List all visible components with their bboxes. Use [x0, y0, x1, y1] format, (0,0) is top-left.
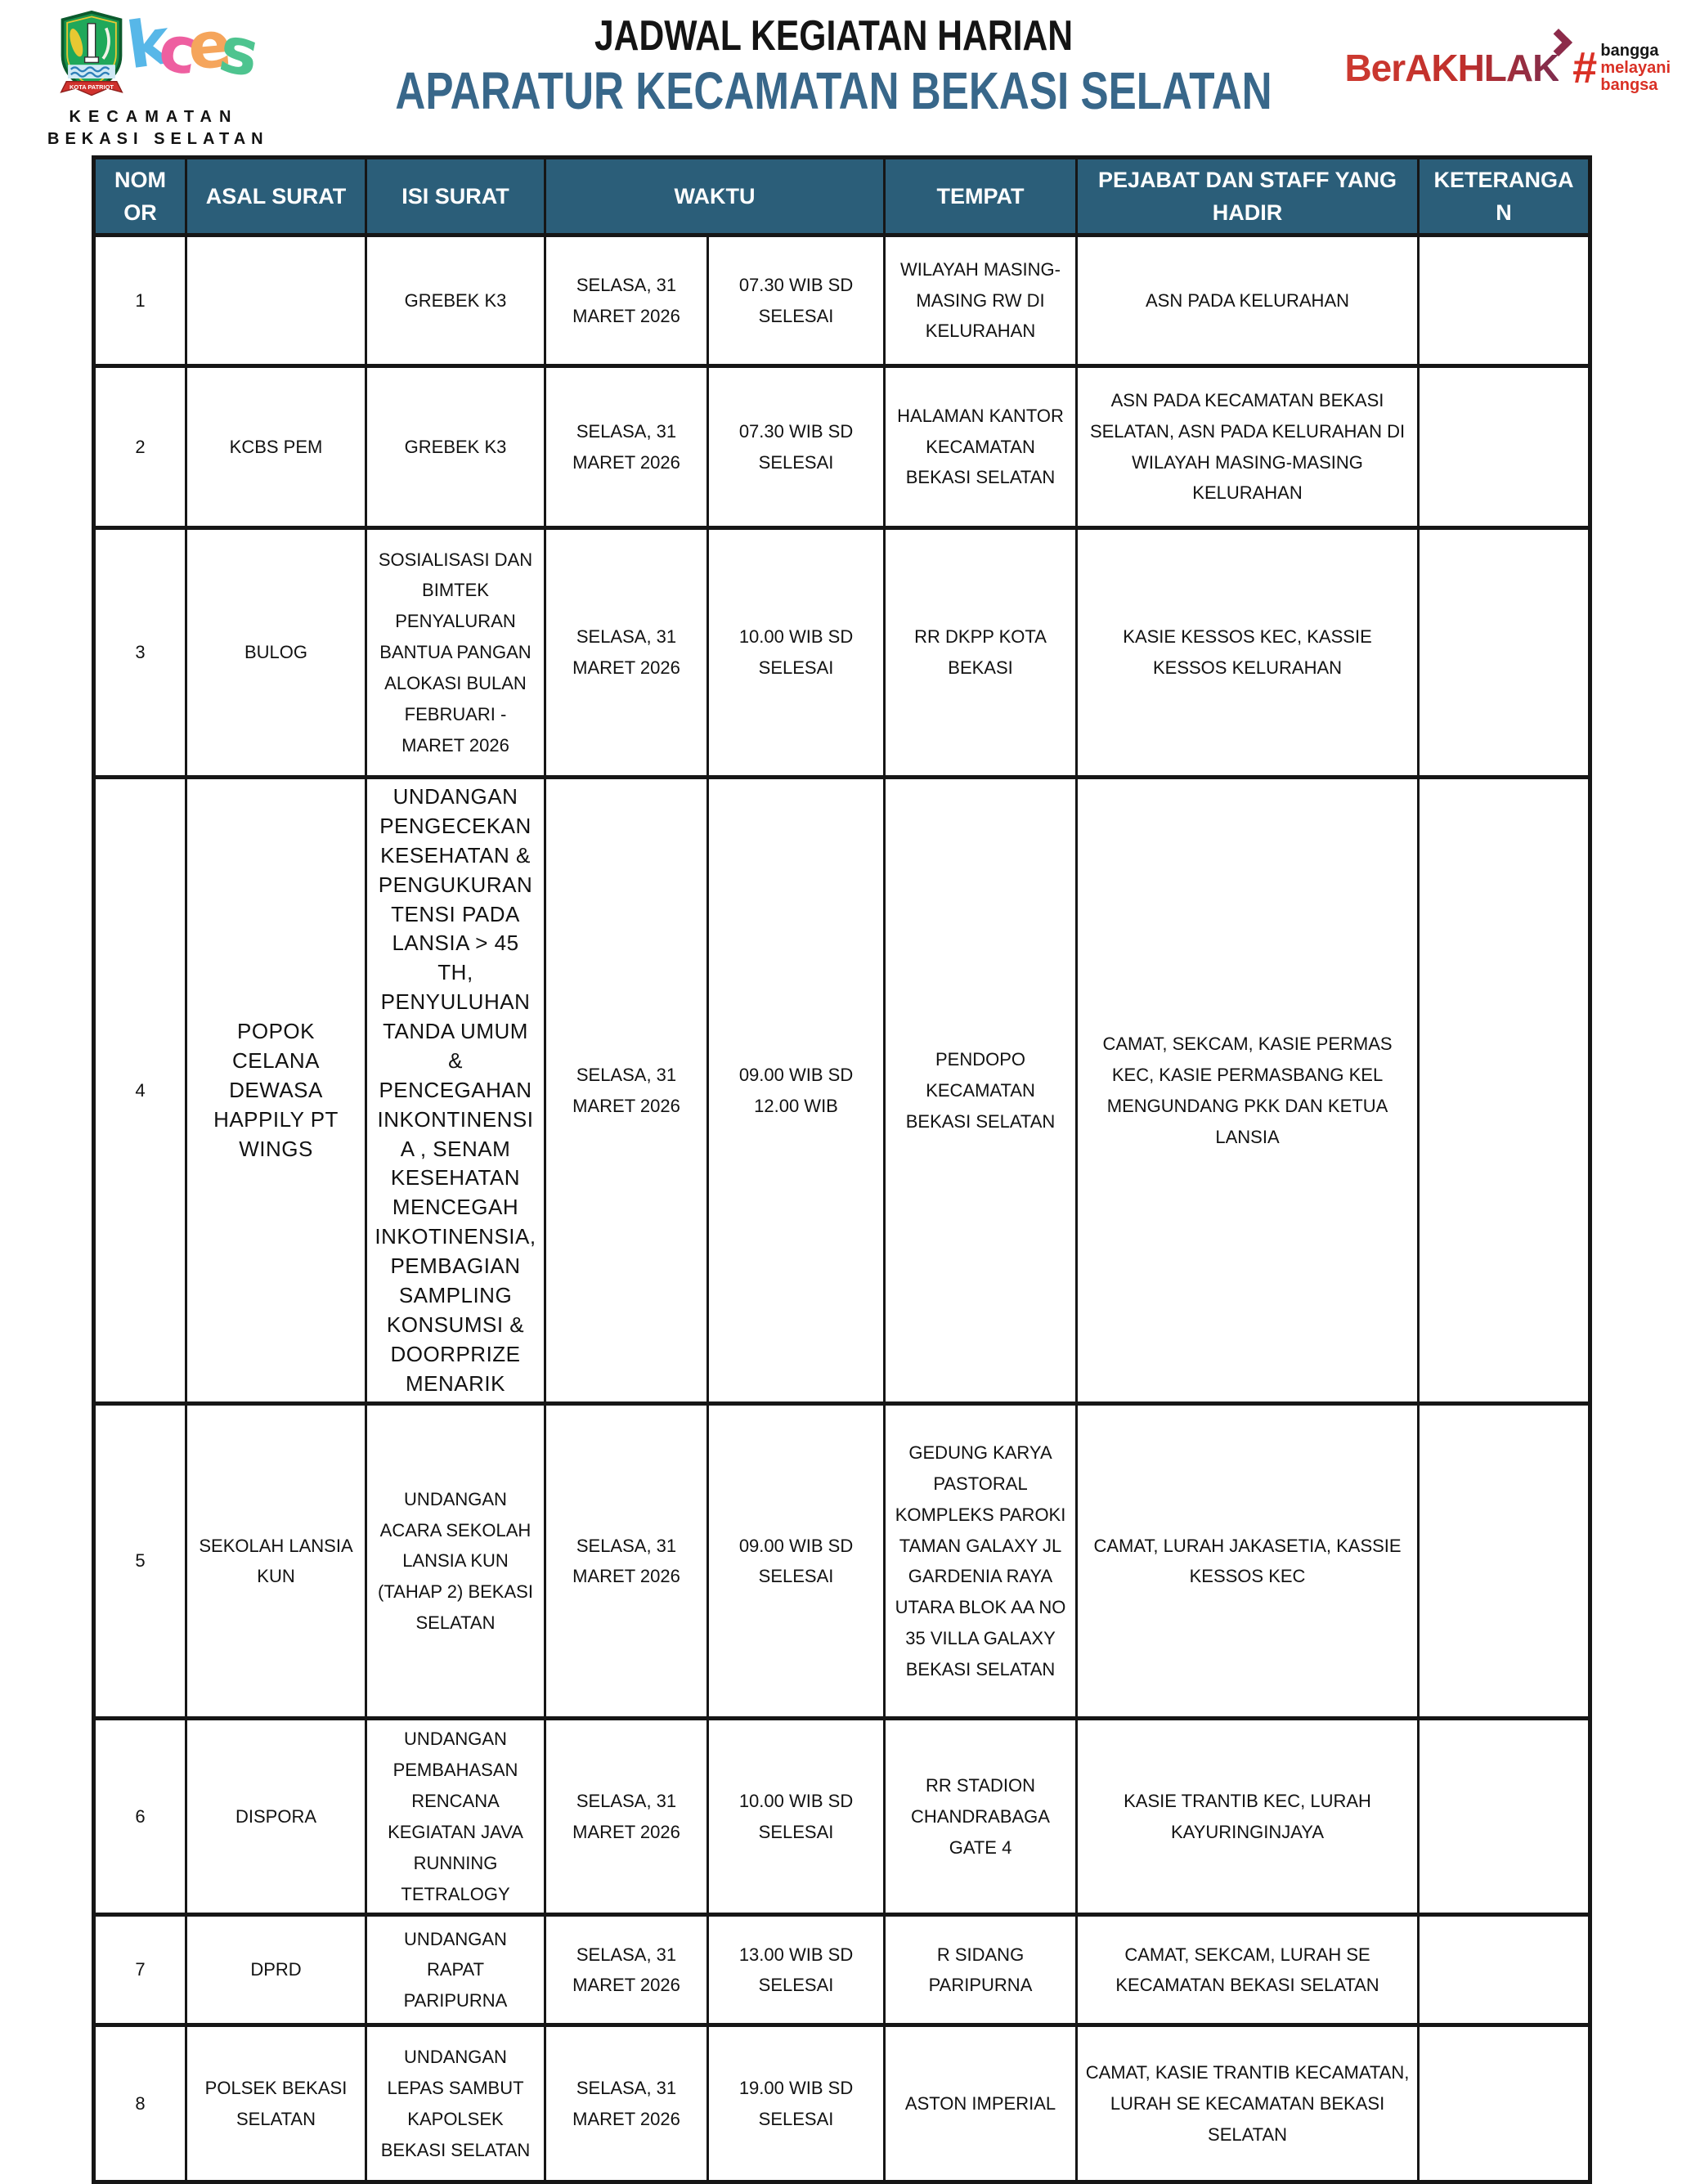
table-row — [94, 235, 1590, 366]
cell-waktu-jam: 09.00 WIB SD SELESAI — [708, 1404, 885, 1719]
page-header — [0, 0, 1700, 155]
cell-pejabat: KASIE KESSOS KEC, KASSIE KESSOS KELURAHAN — [1077, 528, 1419, 778]
cell-pejabat: CAMAT, SEKCAM, LURAH SE KECAMATAN BEKASI SELATAN — [1077, 1915, 1419, 2025]
cell-keterangan — [1419, 1719, 1590, 1915]
cell-tempat: PENDOPO KECAMATAN BEKASI SELATAN — [885, 778, 1077, 1404]
cell-tempat: R SIDANG PARIPURNA — [885, 1915, 1077, 2025]
cell-keterangan — [1419, 1915, 1590, 2025]
cell-pejabat: ASN PADA KECAMATAN BEKASI SELATAN, ASN PADA KELURAHAN DI WILAYAH MASING-MASING KELURAHAN — [1077, 366, 1419, 528]
column-header-asal-surat: ASAL SURAT — [186, 158, 366, 235]
schedule-table — [92, 155, 1592, 2184]
emblem-row — [47, 6, 260, 101]
emblem-banner-text: KOTA PATRIOT — [70, 83, 114, 92]
hashtag-line: melayani — [1600, 58, 1671, 77]
table-row — [94, 2025, 1590, 2182]
cell-tempat: HALAMAN KANTOR KECAMATAN BEKASI SELATAN — [885, 366, 1077, 528]
column-header-isi-surat: ISI SURAT — [366, 158, 545, 235]
page-subtitle: APARATUR KECAMATAN BEKASI SELATAN — [395, 61, 1272, 120]
cell-waktu-tanggal: SELASA, 31 MARET 2026 — [545, 1719, 708, 1915]
table-row — [94, 1915, 1590, 2025]
cell-keterangan — [1419, 778, 1590, 1404]
column-header-pejabat: PEJABAT DAN STAFF YANG HADIR — [1077, 158, 1419, 235]
cell-waktu-jam: 10.00 WIB SD SELESAI — [708, 1719, 885, 1915]
column-header-nomor: NOMOR — [94, 158, 186, 235]
column-header-tempat: TEMPAT — [885, 158, 1077, 235]
cell-tempat: RR STADION CHANDRABAGA GATE 4 — [885, 1719, 1077, 1915]
cell-nomor: 3 — [94, 528, 186, 778]
cell-asal-surat — [186, 235, 366, 366]
cell-nomor: 4 — [94, 778, 186, 1404]
cell-nomor: 5 — [94, 1404, 186, 1719]
cell-nomor: 1 — [94, 235, 186, 366]
hashtag-line: bangga — [1600, 42, 1659, 60]
berakhlak-logo — [1344, 43, 1671, 93]
table-row — [94, 1404, 1590, 1719]
cell-nomor: 6 — [94, 1719, 186, 1915]
bangga-melayani-bangsa-logo — [1572, 43, 1671, 93]
cell-waktu-tanggal: SELASA, 31 MARET 2026 — [545, 528, 708, 778]
kces-wordmark — [123, 6, 256, 91]
cell-isi-surat: UNDANGAN LEPAS SAMBUT KAPOLSEK BEKASI SELATAN — [366, 2025, 545, 2182]
cell-nomor: 7 — [94, 1915, 186, 2025]
cell-isi-surat: GREBEK K3 — [366, 235, 545, 366]
kces-letter: e — [185, 8, 226, 85]
table-row — [94, 366, 1590, 528]
cell-keterangan — [1419, 528, 1590, 778]
cell-waktu-tanggal: SELASA, 31 MARET 2026 — [545, 366, 708, 528]
cell-tempat: GEDUNG KARYA PASTORAL KOMPLEKS PAROKI TAMAN GALAXY JL GARDENIA RAYA UTARA BLOK AA NO 35 VILLA GALAXY BEKASI SELATAN — [885, 1404, 1077, 1719]
cell-waktu-jam: 07.30 WIB SD SELESAI — [708, 235, 885, 366]
column-header-keterangan: KETERANGAN — [1419, 158, 1590, 235]
cell-waktu-tanggal: SELASA, 31 MARET 2026 — [545, 235, 708, 366]
cell-pejabat: CAMAT, KASIE TRANTIB KECAMATAN, LURAH SE KECAMATAN BEKASI SELATAN — [1077, 2025, 1419, 2182]
cell-tempat: ASTON IMPERIAL — [885, 2025, 1077, 2182]
page-title: JADWAL KEGIATAN HARIAN — [594, 12, 1074, 60]
kecamatan-bekasi-selatan-logo — [47, 6, 269, 149]
logo-caption-line1: KECAMATAN — [69, 108, 239, 126]
cell-waktu-tanggal: SELASA, 31 MARET 2026 — [545, 2025, 708, 2182]
cell-waktu-jam: 07.30 WIB SD SELESAI — [708, 366, 885, 528]
logo-caption-line2: BEKASI SELATAN — [47, 130, 269, 148]
title-block — [245, 11, 1422, 121]
cell-waktu-jam: 10.00 WIB SD SELESAI — [708, 528, 885, 778]
cell-pejabat: CAMAT, SEKCAM, KASIE PERMAS KEC, KASIE PERMASBANG KEL MENGUNDANG PKK DAN KETUA LANSIA — [1077, 778, 1419, 1404]
kces-letter: s — [213, 12, 256, 91]
table-row — [94, 1719, 1590, 1915]
cell-waktu-tanggal: SELASA, 31 MARET 2026 — [545, 1915, 708, 2025]
berakhlak-text: BerAKHLAK — [1344, 47, 1559, 90]
cell-keterangan — [1419, 2025, 1590, 2182]
cell-asal-surat: DPRD — [186, 1915, 366, 2025]
hashtag-icon: # — [1572, 43, 1597, 92]
cell-isi-surat: SOSIALISASI DAN BIMTEK PENYALURAN BANTUA PANGAN ALOKASI BULAN FEBRUARI - MARET 2026 — [366, 528, 545, 778]
cell-isi-surat: GREBEK K3 — [366, 366, 545, 528]
cell-tempat: RR DKPP KOTA BEKASI — [885, 528, 1077, 778]
cell-asal-surat: POLSEK BEKASI SELATAN — [186, 2025, 366, 2182]
berakhlak-wordmark — [1344, 46, 1559, 90]
cell-keterangan — [1419, 366, 1590, 528]
cell-waktu-jam: 13.00 WIB SD SELESAI — [708, 1915, 885, 2025]
cell-asal-surat: DISPORA — [186, 1719, 366, 1915]
cell-pejabat: ASN PADA KELURAHAN — [1077, 235, 1419, 366]
cell-pejabat: CAMAT, LURAH JAKASETIA, KASSIE KESSOS KEC — [1077, 1404, 1419, 1719]
kces-letter: k — [123, 6, 166, 84]
kces-letter: c — [154, 11, 194, 89]
table-row — [94, 778, 1590, 1404]
cell-isi-surat: UNDANGAN RAPAT PARIPURNA — [366, 1915, 545, 2025]
cell-waktu-tanggal: SELASA, 31 MARET 2026 — [545, 1404, 708, 1719]
cell-asal-surat: BULOG — [186, 528, 366, 778]
cell-asal-surat: SEKOLAH LANSIA KUN — [186, 1404, 366, 1719]
cell-isi-surat: UNDANGAN PENGECEKAN KESEHATAN & PENGUKURAN TENSI PADA LANSIA > 45 TH, PENYULUHAN TANDA UMUM & PENCEGAHAN INKONTINENSIA , SENAM KESEHATAN MENCEGAH INKOTINENSIA, PEMBAGIAN SAMPLING KONSUMSI & DOORPRIZE MENARIK — [366, 778, 545, 1404]
cell-tempat: WILAYAH MASING-MASING RW DI KELURAHAN — [885, 235, 1077, 366]
hashtag-line: bangsa — [1600, 75, 1658, 94]
cell-nomor: 2 — [94, 366, 186, 528]
header-row — [94, 158, 1590, 235]
cell-asal-surat: KCBS PEM — [186, 366, 366, 528]
cell-pejabat: KASIE TRANTIB KEC, LURAH KAYURINGINJAYA — [1077, 1719, 1419, 1915]
cell-nomor: 8 — [94, 2025, 186, 2182]
cell-isi-surat: UNDANGAN ACARA SEKOLAH LANSIA KUN (TAHAP 2) BEKASI SELATAN — [366, 1404, 545, 1719]
bekasi-city-emblem-icon — [57, 10, 126, 101]
cell-keterangan — [1419, 1404, 1590, 1719]
cell-waktu-jam: 09.00 WIB SD 12.00 WIB — [708, 778, 885, 1404]
cell-keterangan — [1419, 235, 1590, 366]
column-header-waktu: WAKTU — [545, 158, 885, 235]
cell-waktu-tanggal: SELASA, 31 MARET 2026 — [545, 778, 708, 1404]
cell-waktu-jam: 19.00 WIB SD SELESAI — [708, 2025, 885, 2182]
table-row — [94, 528, 1590, 778]
cell-asal-surat: POPOK CELANA DEWASA HAPPILY PT WINGS — [186, 778, 366, 1404]
cell-isi-surat: UNDANGAN PEMBAHASAN RENCANA KEGIATAN JAVA RUNNING TETRALOGY — [366, 1719, 545, 1915]
